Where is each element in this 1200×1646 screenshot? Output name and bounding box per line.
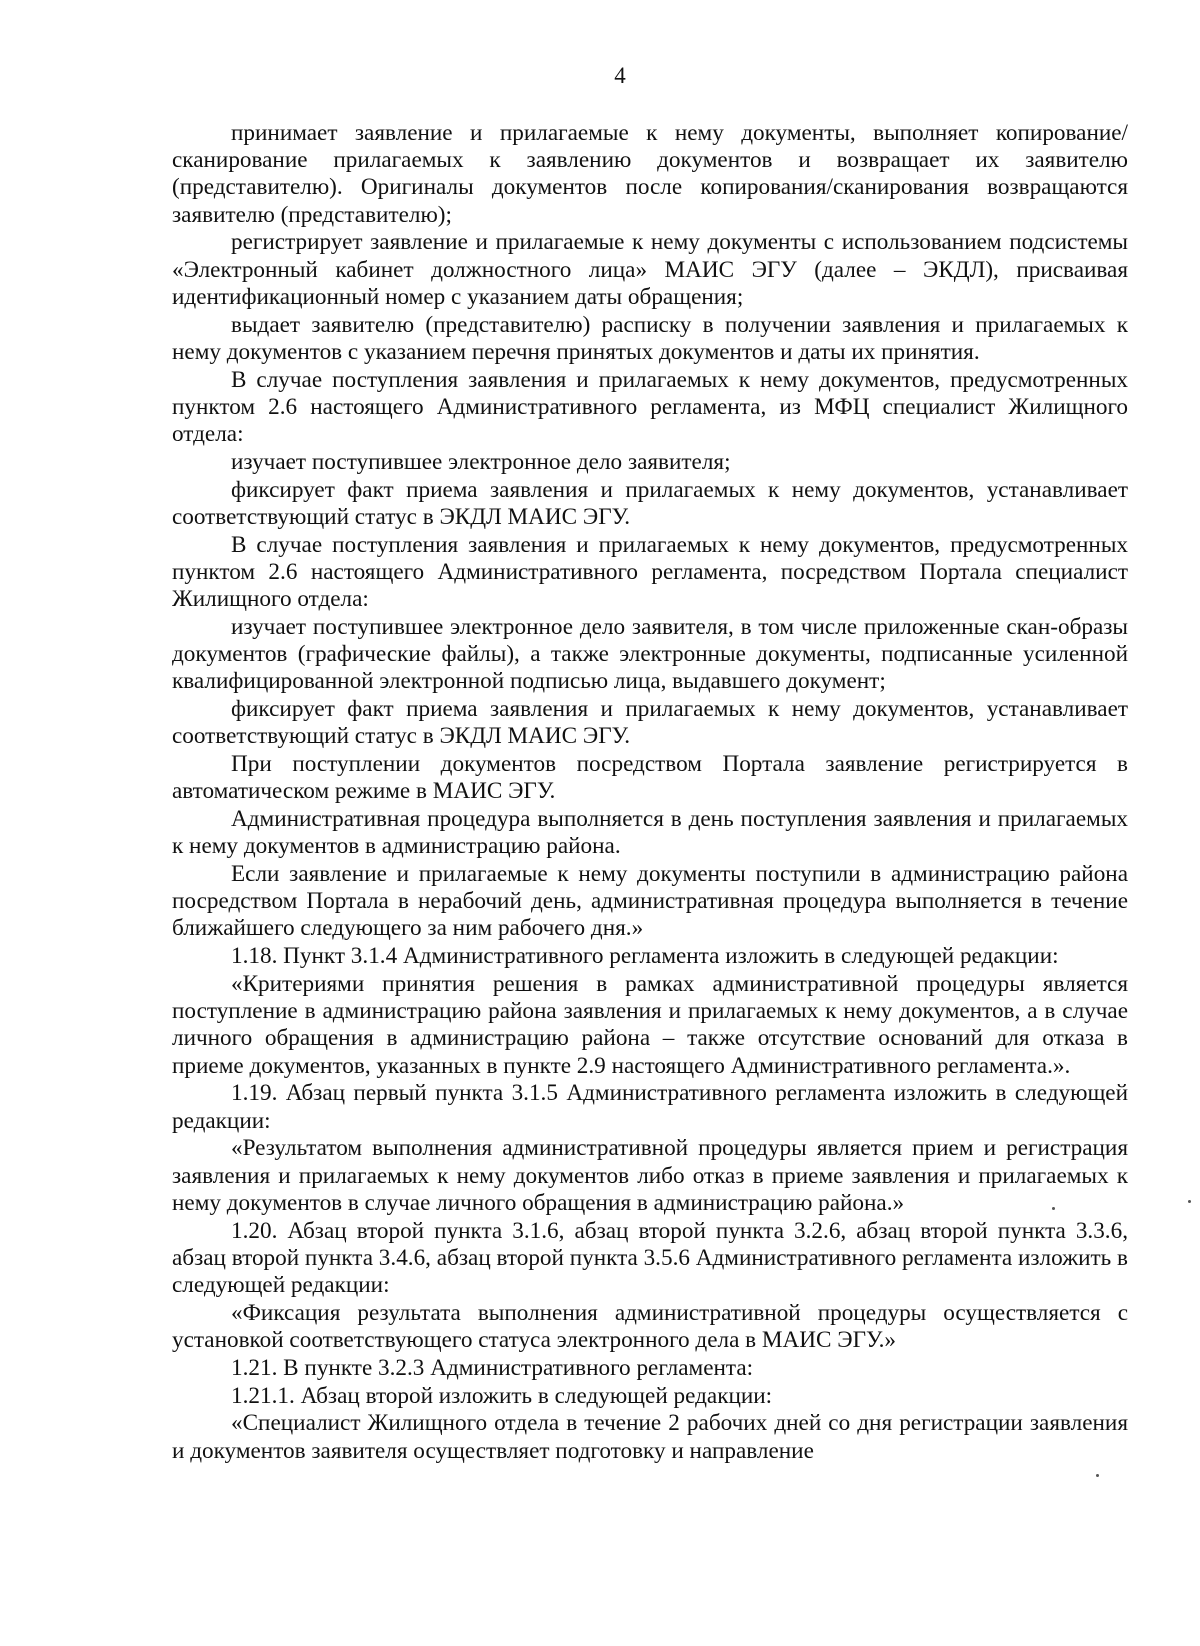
paragraph-specialist-deadline: «Специалист Жилищного отдела в течение 2 рабочих дней со дня регистрации заявления и документов заявителя осуществляет подготовку и направление bbox=[172, 1410, 1128, 1464]
paragraph-issues-receipt: выдает заявителю (представителю) расписку в получении заявления и прилагаемых к нему документов с указанием перечня принятых документов и даты их принятия. bbox=[172, 311, 1128, 365]
paragraph-registers-application: регистрирует заявление и прилагаемые к нему документы с использованием подсистемы «Электронный кабинет должностного лица» МАИС ЭГУ (далее – ЭКДЛ), присваивая идентификационный номер с указанием даты обращения; bbox=[172, 229, 1128, 310]
document-body bbox=[172, 120, 1128, 1465]
paragraph-nonworking-day: Если заявление и прилагаемые к нему документы поступили в администрацию района посредством Портала в нерабочий день, административная процедура выполняется в течение ближайшего следующего за ним рабочего дня.» bbox=[172, 861, 1128, 942]
paragraph-records-acceptance-portal: фиксирует факт приема заявления и прилагаемых к нему документов, устанавливает соответствующий статус в ЭКДЛ МАИС ЭГУ. bbox=[172, 696, 1128, 750]
clause-1-18: 1.18. Пункт 3.1.4 Административного регламента изложить в следующей редакции: bbox=[231, 943, 1059, 970]
paragraph-portal-receipt: В случае поступления заявления и прилагаемых к нему документов, предусмотренных пунктом 2.6 настоящего Административного регламента, посредством Портала специалист Жилищного отдела: bbox=[172, 531, 1128, 613]
clause-1-19: 1.19. Абзац первый пункта 3.1.5 Административного регламента изложить в следующей редакции: bbox=[172, 1080, 1128, 1134]
scan-speck bbox=[1096, 1474, 1099, 1477]
scan-speck bbox=[1188, 1200, 1191, 1203]
paragraph-accepts-application: принимает заявление и прилагаемые к нему документы, выполняет копирование/сканирование прилагаемых к заявлению документов и возвращает их заявителю (представителю). Оригиналы документов после копирования/сканирования возвращаются заявителю (представителю); bbox=[172, 120, 1128, 228]
clause-1-20: 1.20. Абзац второй пункта 3.1.6, абзац второй пункта 3.2.6, абзац второй пункта 3.3.6, абзац второй пункта 3.4.6, абзац второй пункта 3.5.6 Административного регламента изложить в следующей редакции: bbox=[172, 1217, 1129, 1299]
paragraph-studies-case: изучает поступившее электронное дело заявителя; bbox=[231, 448, 731, 475]
paragraph-records-acceptance: фиксирует факт приема заявления и прилагаемых к нему документов, устанавливает соответствующий статус в ЭКДЛ МАИС ЭГУ. bbox=[172, 476, 1128, 530]
paragraph-studies-scans: изучает поступившее электронное дело заявителя, в том числе приложенные скан-образы документов (графические файлы), а также электронные документы, подписанные усиленной квалифицированной электронной подписью лица, выдавшего документ; bbox=[172, 613, 1128, 695]
scan-speck bbox=[1052, 1207, 1055, 1210]
paragraph-decision-criteria: «Критериями принятия решения в рамках административной процедуры является поступление в администрацию района заявления и прилагаемых к нему документов, а в случае личного обращения в администрацию района – также отсутствие оснований для отказа в приеме документов, указанных в пункте 2.9 настоящего Административного регламента.». bbox=[172, 971, 1128, 1079]
paragraph-procedure-day: Административная процедура выполняется в день поступления заявления и прилагаемых к нему документов в администрацию района. bbox=[172, 806, 1128, 860]
paragraph-auto-registration: При поступлении документов посредством Портала заявление регистрируется в автоматическом режиме в МАИС ЭГУ. bbox=[172, 751, 1128, 805]
paragraph-mfc-receipt: В случае поступления заявления и прилагаемых к нему документов, предусмотренных пунктом 2.6 настоящего Административного регламента, из МФЦ специалист Жилищного отдела: bbox=[172, 366, 1128, 448]
paragraph-procedure-result: «Результатом выполнения административной процедуры является прием и регистрация заявления и прилагаемых к нему документов либо отказ в приеме заявления и прилагаемых к нему документов в случае личного обращения в администрацию района.» bbox=[172, 1135, 1128, 1216]
paragraph-result-fixation: «Фиксация результата выполнения административной процедуры осуществляется с установкой соответствующего статуса электронного дела в МАИС ЭГУ.» bbox=[172, 1299, 1128, 1354]
clause-1-21-1: 1.21.1. Абзац второй изложить в следующей редакции: bbox=[231, 1382, 773, 1409]
page-number: 4 bbox=[614, 63, 626, 88]
clause-1-21: 1.21. В пункте 3.2.3 Административного регламента: bbox=[231, 1354, 754, 1381]
